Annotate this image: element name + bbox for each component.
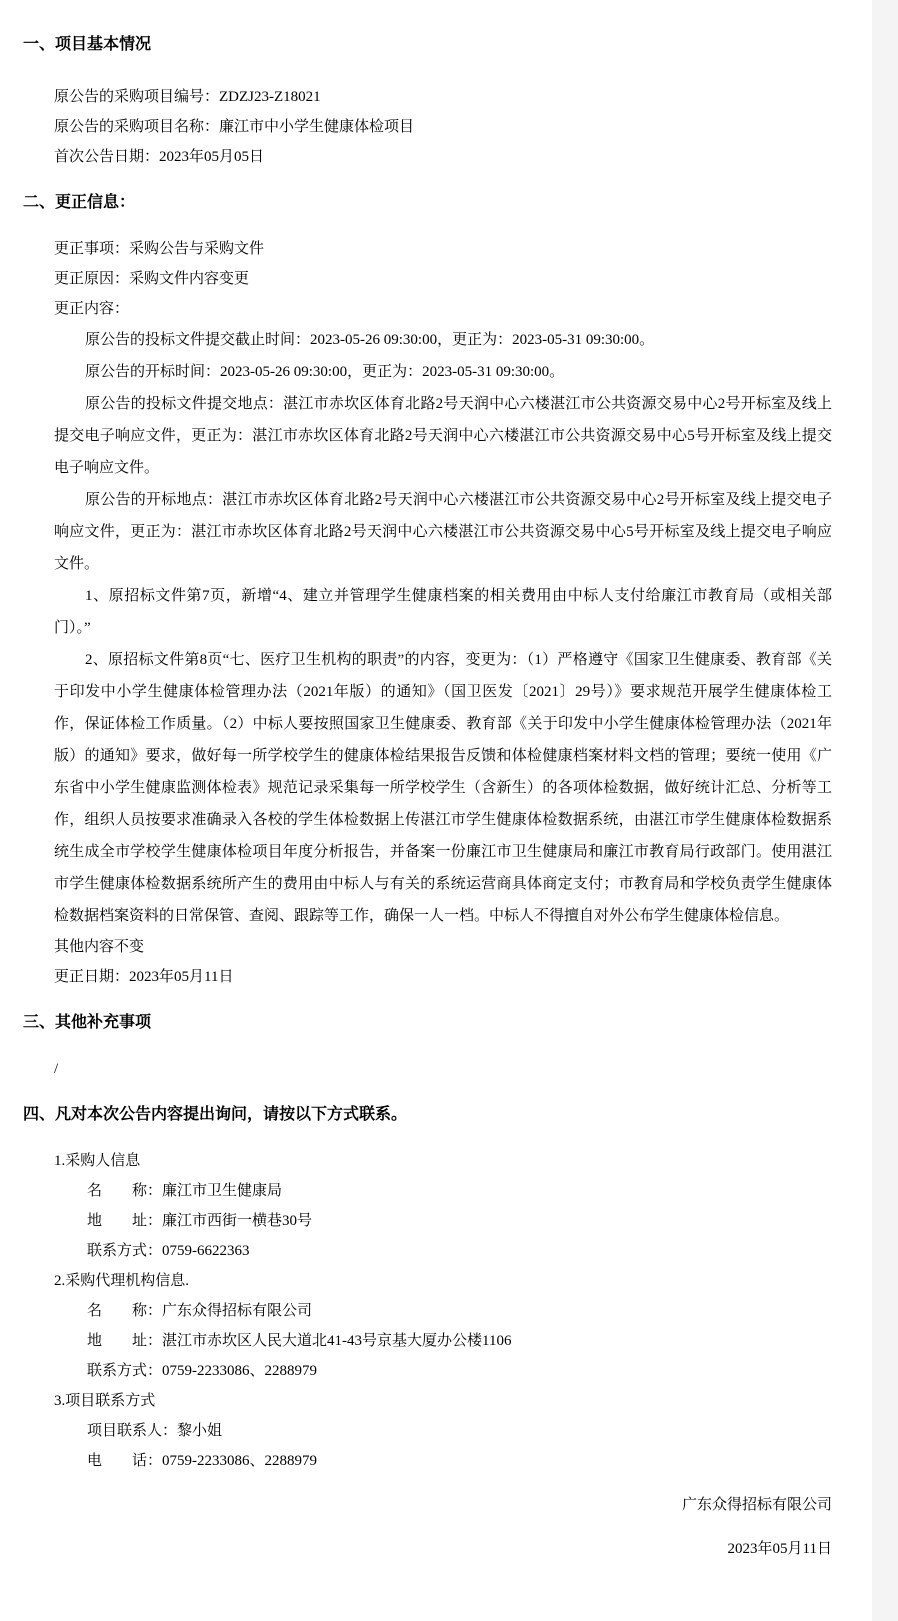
first-announcement-date: 首次公告日期：2023年05月05日	[54, 149, 265, 165]
agency-name: 名 称：广东众得招标有限公司	[87, 1303, 313, 1319]
section3-heading: 三、其他补充事项	[23, 1014, 152, 1031]
purchaser-info-title: 1.采购人信息	[54, 1153, 141, 1169]
section3-content: /	[54, 1061, 59, 1077]
section1-heading: 一、项目基本情况	[23, 36, 152, 53]
correction-paragraph-bid-opening-place: 原公告的开标地点：湛江市赤坎区体育北路2号天润中心六楼湛江市公共资源交易中心2号开标室及线上提交电子响应文件，更正为：湛江市赤坎区体育北路2号天润中心六楼湛江市公共资源交易中心5号开标室及线上提交电子响应文件。	[54, 492, 832, 572]
correction-paragraph-submission-place: 原公告的投标文件提交地点：湛江市赤坎区体育北路2号天润中心六楼湛江市公共资源交易中心2号开标室及线上提交电子响应文件，更正为：湛江市赤坎区体育北路2号天润中心六楼湛江市公共资源交易中心5号开标室及线上提交电子响应文件。	[54, 396, 832, 476]
right-gutter	[872, 0, 898, 1621]
correction-paragraph-deadline: 原公告的投标文件提交截止时间：2023-05-26 09:30:00，更正为：2023-05-31 09:30:00。	[85, 332, 655, 348]
agency-contact: 联系方式：0759-2233086、2288979	[87, 1363, 317, 1379]
project-contact-person: 项目联系人：黎小姐	[87, 1423, 223, 1439]
agency-address: 地 址：湛江市赤坎区人民大道北41-43号京基大厦办公楼1106	[87, 1333, 512, 1349]
correction-date: 更正日期：2023年05月11日	[54, 969, 234, 985]
original-project-name: 原公告的采购项目名称：廉江市中小学生健康体检项目	[54, 119, 415, 135]
correction-paragraph-item2: 2、原招标文件第8页“七、医疗卫生机构的职责”的内容，变更为：（1）严格遵守《国家卫生健康委、教育部《关于印发中小学生健康体检管理办法（2021年版）的通知》（国卫医发〔2021〕29号）》要求规范开展学生健康体检工作，保证体检工作质量。（2）中标人要按照国家卫生健康委、教育部《关于印发中小学生健康体检管理办法（2021年版）的通知》要求，做好每一所学校学生的健康体检结果报告反馈和体检健康档案材料文档的管理；要统一使用《广东省中小学生健康监测体检表》规范记录采集每一所学校学生（含新生）的各项体检数据，做好统计汇总、分析等工作，组织人员按要求准确录入各校的学生体检数据上传湛江市学生健康体检数据系统，由湛江市学生健康体检数据系统生成全市学校学生健康体检项目年度分析报告，并备案一份廉江市卫生健康局和廉江市教育局行政部门。使用湛江市学生健康体检数据系统所产生的费用由中标人与有关的系统运营商具体商定支付；市教育局和学校负责学生健康体检数据档案资料的日常保管、查阅、跟踪等工作，确保一人一档。中标人不得擅自对外公布学生健康体检信息。	[54, 652, 832, 924]
correction-content-label: 更正内容：	[54, 301, 130, 317]
section2-heading: 二、更正信息：	[23, 194, 136, 211]
signature-company: 广东众得招标有限公司	[681, 1497, 832, 1513]
correction-paragraph-bid-opening-time: 原公告的开标时间：2023-05-26 09:30:00，更正为：2023-05-31 09:30:00。	[85, 364, 565, 380]
purchaser-address: 地 址：廉江市西街一横巷30号	[87, 1213, 313, 1229]
purchaser-contact: 联系方式：0759-6622363	[87, 1243, 250, 1259]
correction-reason: 更正原因：采购文件内容变更	[54, 271, 250, 287]
correction-paragraph-item1: 1、原招标文件第7页，新增“4、建立并管理学生健康档案的相关费用由中标人支付给廉江市教育局（或相关部门）。”	[54, 588, 832, 636]
purchaser-name: 名 称：廉江市卫生健康局	[87, 1183, 283, 1199]
agency-info-title: 2.采购代理机构信息.	[54, 1273, 190, 1289]
project-contact-phone: 电 话：0759-2233086、2288979	[87, 1453, 317, 1469]
section4-heading: 四、凡对本次公告内容提出询问，请按以下方式联系。	[23, 1106, 408, 1123]
original-project-code: 原公告的采购项目编号：ZDZJ23-Z18021	[54, 89, 321, 105]
other-content-unchanged: 其他内容不变	[54, 939, 145, 955]
project-contact-title: 3.项目联系方式	[54, 1393, 156, 1409]
signature-block	[23, 1490, 832, 1564]
signature-date: 2023年05月11日	[727, 1541, 832, 1557]
correction-item: 更正事项：采购公告与采购文件	[54, 241, 265, 257]
